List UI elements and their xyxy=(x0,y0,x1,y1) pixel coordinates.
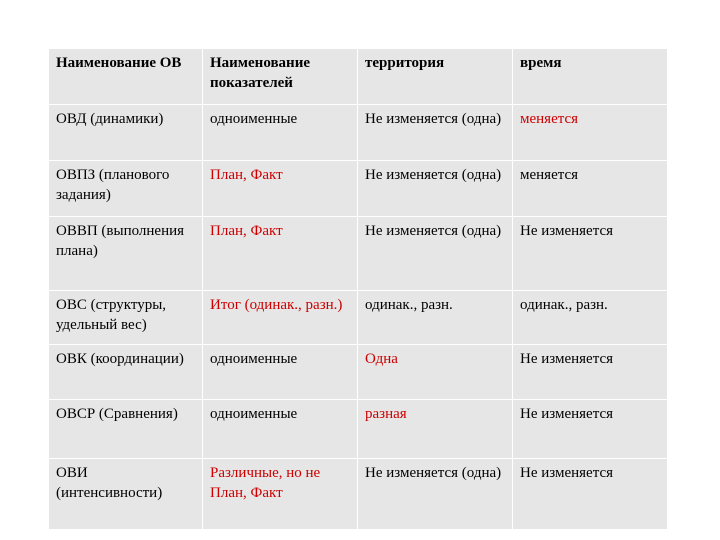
table-cell-highlighted: меняется xyxy=(513,105,668,161)
table-cell: одноименные xyxy=(203,400,358,459)
table-cell: одинак., разн. xyxy=(358,291,513,345)
table-cell-highlighted: План, Факт xyxy=(203,161,358,217)
header-cell-time: время xyxy=(513,49,668,105)
relative-values-table xyxy=(48,48,668,530)
table-cell-highlighted: План, Факт xyxy=(203,217,358,291)
table-cell: ОВВП (выполнения плана) xyxy=(49,217,203,291)
header-row xyxy=(49,49,668,105)
table-cell: ОВД (динамики) xyxy=(49,105,203,161)
table-cell: одноименные xyxy=(203,345,358,400)
table-cell: ОВС (структуры, удельный вес) xyxy=(49,291,203,345)
table-row xyxy=(49,400,668,459)
table-cell: одинак., разн. xyxy=(513,291,668,345)
table-cell-highlighted: разная xyxy=(358,400,513,459)
table-cell: ОВК (координации) xyxy=(49,345,203,400)
table-cell: одноименные xyxy=(203,105,358,161)
table-cell: Не изменяется (одна) xyxy=(358,161,513,217)
table-cell-highlighted: Одна xyxy=(358,345,513,400)
table-cell: Не изменяется xyxy=(513,345,668,400)
table-cell: Не изменяется (одна) xyxy=(358,217,513,291)
table-cell: ОВСР (Сравнения) xyxy=(49,400,203,459)
table-cell: ОВПЗ (планового задания) xyxy=(49,161,203,217)
table-cell: Не изменяется xyxy=(513,459,668,530)
table-row xyxy=(49,217,668,291)
table-cell-highlighted: Итог (одинак., разн.) xyxy=(203,291,358,345)
table-cell: Не изменяется (одна) xyxy=(358,459,513,530)
table-row xyxy=(49,161,668,217)
table-cell: Не изменяется (одна) xyxy=(358,105,513,161)
table-row xyxy=(49,105,668,161)
table-cell: Не изменяется xyxy=(513,400,668,459)
table-row xyxy=(49,291,668,345)
header-cell-territory: территория xyxy=(358,49,513,105)
header-cell-name: Наименование ОВ xyxy=(49,49,203,105)
table-cell-highlighted: Различные, но не План, Факт xyxy=(203,459,358,530)
table-cell: Не изменяется xyxy=(513,217,668,291)
table-row xyxy=(49,459,668,530)
table-cell: меняется xyxy=(513,161,668,217)
header-cell-indicators: Наименование показателей xyxy=(203,49,358,105)
table-cell: ОВИ (интенсивности) xyxy=(49,459,203,530)
table-row xyxy=(49,345,668,400)
